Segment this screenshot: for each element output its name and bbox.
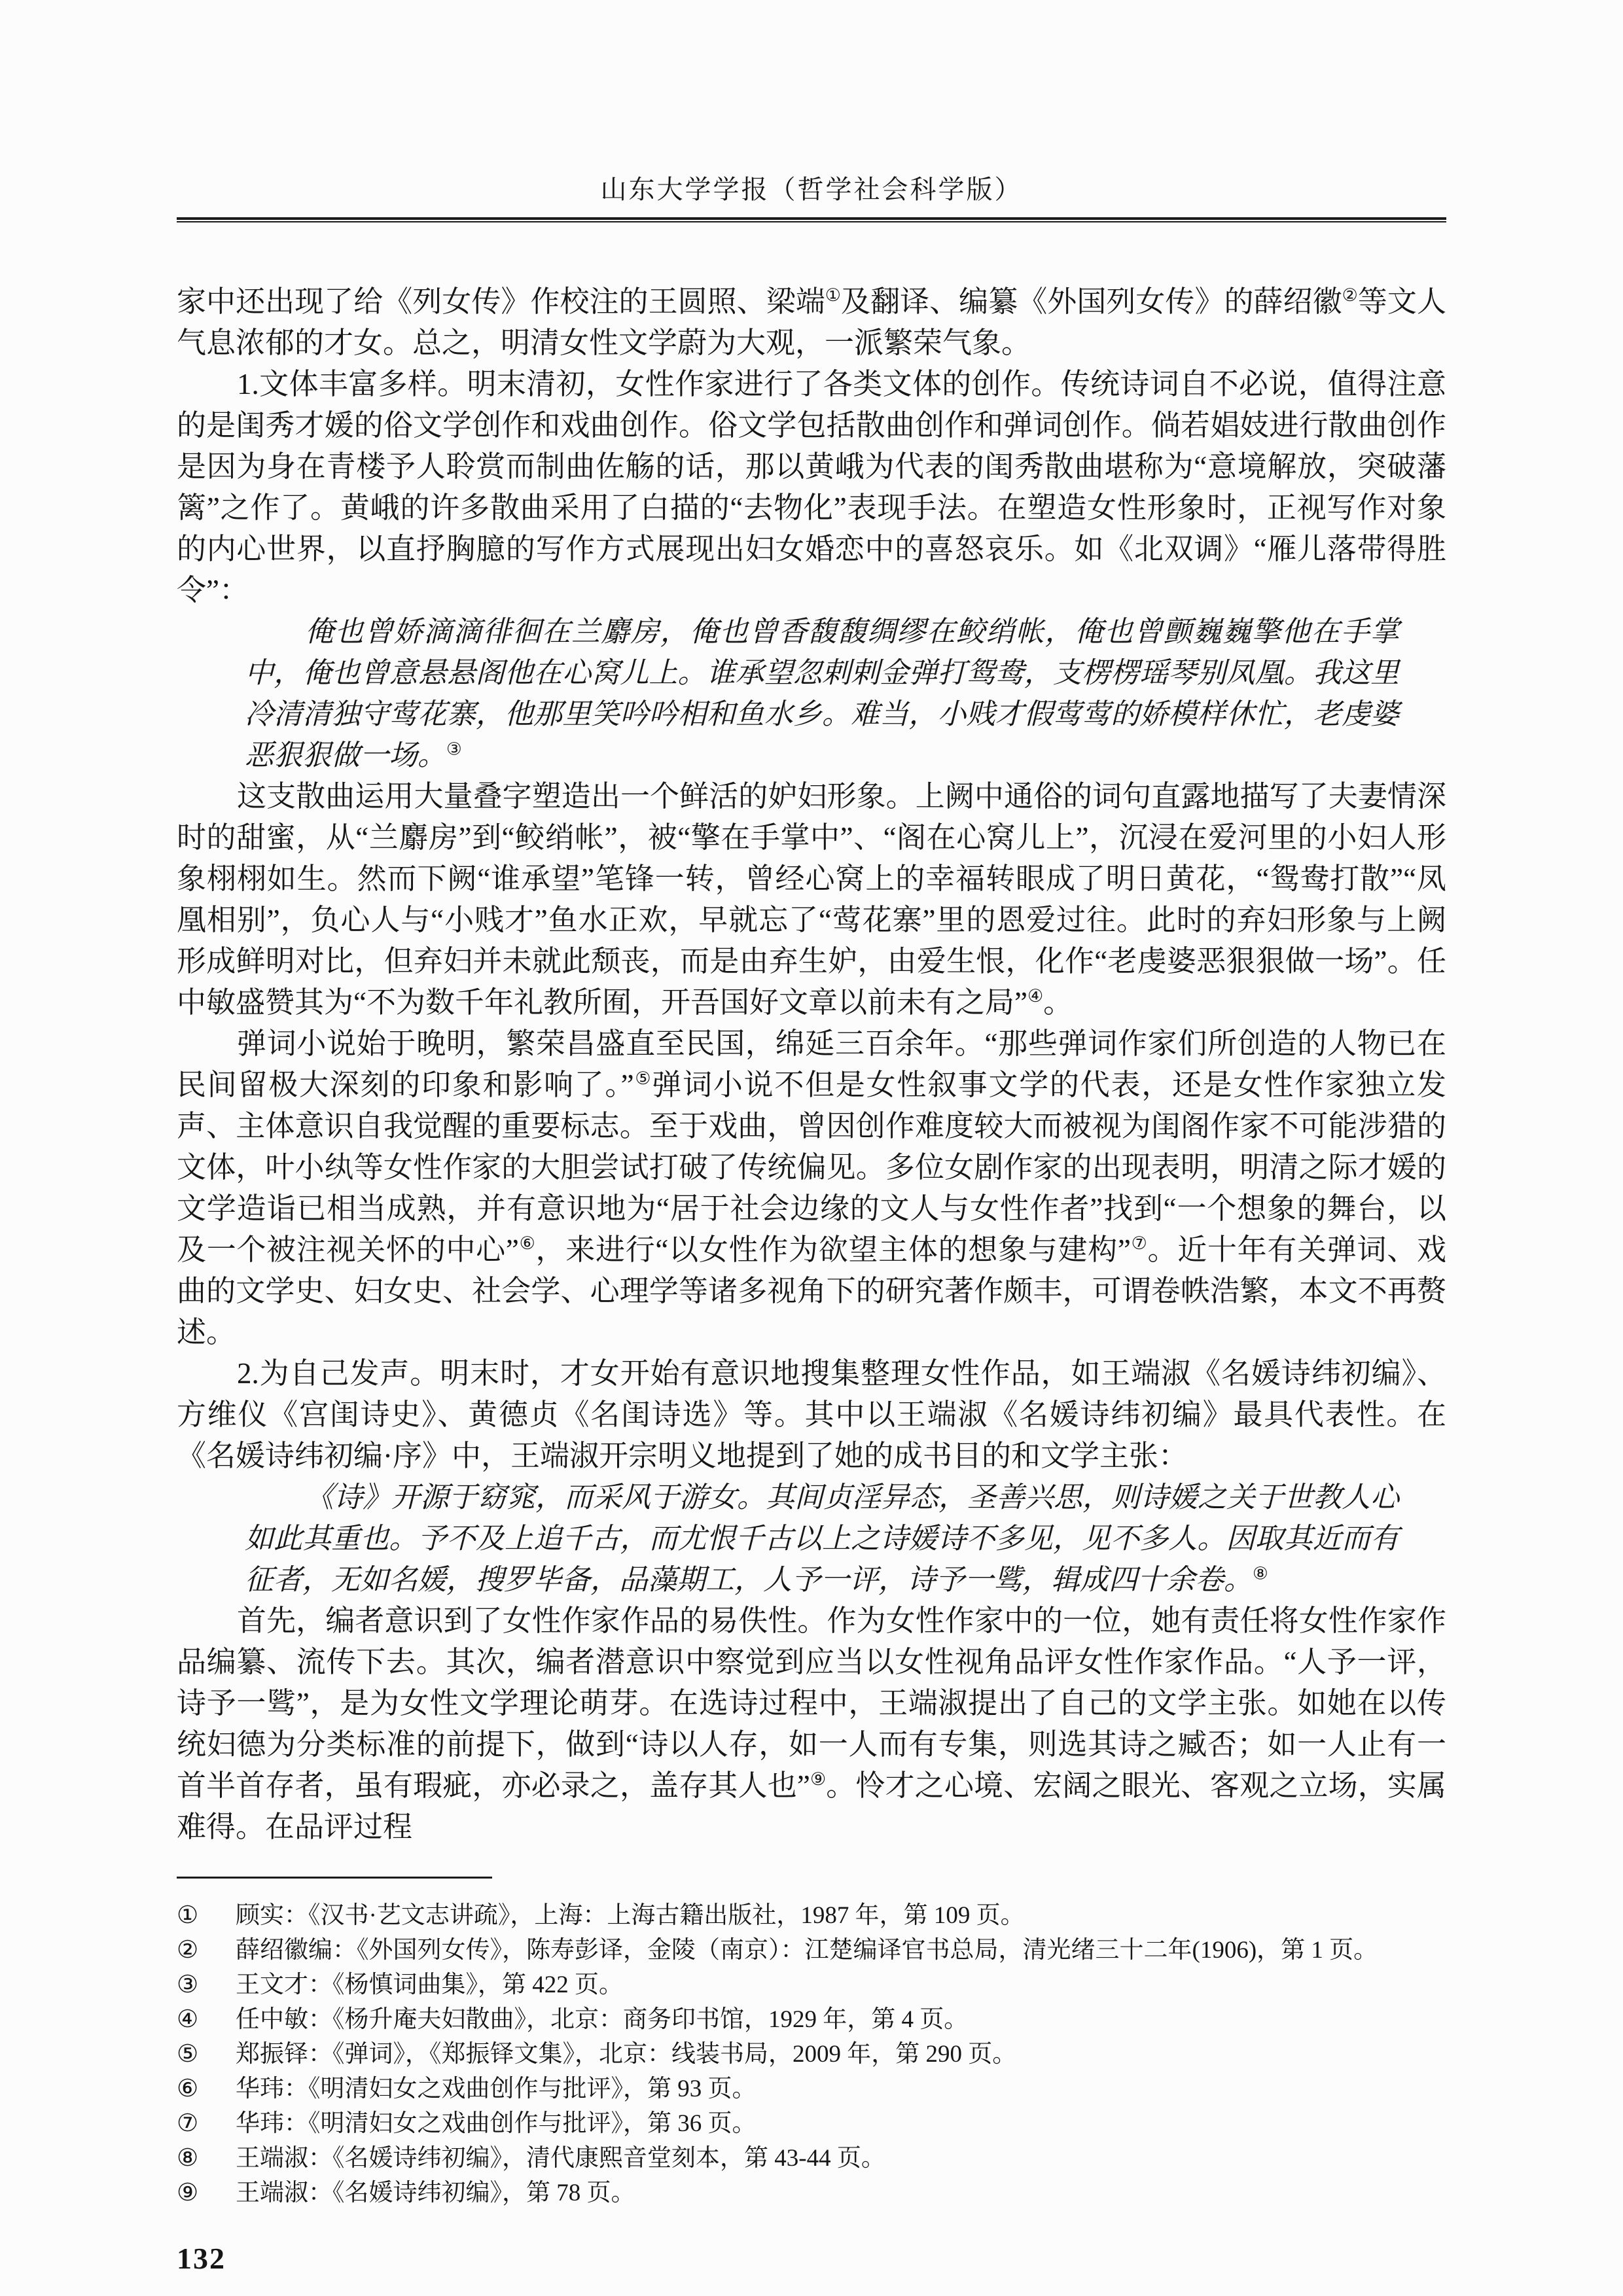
footnote-ref: ⑦ [1130,1233,1148,1253]
quote-paragraph: 《诗》开源于窈窕，而采风于游女。其间贞淫异态，圣善兴思，则诗媛之关于世教人心如此其重也。予不及上追千古，而尤恨千古以上之诗媛诗不多见，见不多人。因取其近而有征者，无如名媛，搜罗毕备，品藻期工，人予一评，诗予一骘，辑成四十余卷。⑧ [245,1481,1399,1597]
footnote-text: 华玮：《明清妇女之戏曲创作与批评》，第 36 页。 [236,2110,757,2137]
footnote-text: 郑振铎：《弹词》，《郑振铎文集》，北京：线装书局，2009 年，第 290 页。 [236,2041,1017,2068]
footnote-item [177,1901,1446,1931]
body-paragraph: 2.为自己发声。明末时，才女开始有意识地搜集整理女性作品，如王端淑《名媛诗纬初编》、方维仪《宫闺诗史》、黄德贞《名闺诗选》等。其中以王端淑《名媛诗纬初编》最具代表性。在《名媛诗纬初编·序》中，王端淑开宗明义地提到了她的成书目的和文学主张： [177,1357,1446,1472]
body-paragraph: 1.文体丰富多样。明末清初，女性作家进行了各类文体的创作。传统诗词自不必说，值得注意的是闺秀才媛的俗文学创作和戏曲创作。俗文学包括散曲创作和弹词创作。倘若娼妓进行散曲创作是因为身在青楼予人聆赏而制曲佐觞的话，那以黄峨为代表的闺秀散曲堪称为“意境解放，突破藩篱”之作了。黄峨的许多散曲采用了白描的“去物化”表现手法。在塑造女性形象时，正视写作对象的内心世界，以直抒胸臆的写作方式展现出妇女婚恋中的喜怒哀乐。如《北双调》“雁儿落带得胜令”： [177,368,1446,607]
body-paragraph: 这支散曲运用大量叠字塑造出一个鲜活的妒妇形象。上阙中通俗的词句直露地描写了夫妻情深时的甜蜜，从“兰麝房”到“鲛绡帐”，被“擎在手掌中”、“阁在心窝儿上”，沉浸在爱河里的小妇人形象栩栩如生。然而下阙“谁承望”笔锋一转，曾经心窝上的幸福转眼成了明日黄花，“鸳鸯打散”“凤凰相别”，负心人与“小贱才”鱼水正欢，早就忘了“莺花寨”里的恩爱过往。此时的弃妇形象与上阙形成鲜明对比，但弃妇并未就此颓丧，而是由弃生妒，由爱生恨，化作“老虔婆恶狠狠做一场”。任中敏盛赞其为“不为数千年礼教所囿，开吾国好文章以前未有之局”④。 [177,780,1446,1019]
journal-header-title: 山东大学学报（哲学社会科学版） [600,175,1023,204]
header-rule [177,217,1446,222]
footnote-text: 顾实：《汉书·艺文志讲疏》，上海：上海古籍出版社，1987 年，第 109 页。 [236,1902,1025,1929]
body-paragraph: 首先，编者意识到了女性作家作品的易佚性。作为女性作家中的一位，她有责任将女性作家作品编纂、流传下去。其次，编者潜意识中察觉到应当以女性视角品评女性作家作品。“人予一评，诗予一骘”，是为女性文学理论萌芽。在选诗过程中，王端淑提出了自己的文学主张。如她在以传统妇德为分类标准的前提下，做到“诗以人存，如一人而有专集，则选其诗之臧否；如一人止有一首半首存者，虽有瑕疵，亦必录之，盖存其人也”⑨。怜才之心境、宏阔之眼光、客观之立场，实属难得。在品评过程 [177,1604,1446,1843]
footnote-text: 王端淑：《名媛诗纬初编》，第 78 页。 [236,2180,635,2206]
footnote-text: 王端淑：《名媛诗纬初编》，清代康熙音堂刻本，第 43-44 页。 [236,2145,885,2172]
footnote-text: 华玮：《明清妇女之戏曲创作与批评》，第 93 页。 [236,2075,757,2102]
footnote-item [177,1935,1446,1966]
footnote-ref: ③ [446,739,462,760]
footnote-number: ① [177,1902,199,1929]
footnote-number: ③ [177,1971,199,1998]
footnote-number: ② [177,1937,199,1964]
footnote-item [177,2005,1446,2035]
footnote-text: 王文才：《杨慎词曲集》，第 422 页。 [236,1971,623,1998]
footnote-item [177,2074,1446,2104]
footnote-item [177,2144,1446,2174]
footnote-text: 薛绍徽编：《外国列女传》，陈寿彭译，金陵（南京）：江楚编译官书总局，清光绪三十二年(1906)，第 1 页。 [236,1937,1378,1964]
footnotes-section [177,1901,1446,2208]
footnote-item [177,2109,1446,2139]
footnote-item [177,1970,1446,2000]
footnote-ref: ① [825,285,842,305]
footnote-ref: ⑤ [633,1069,652,1088]
page-number: 132 [177,2242,226,2275]
footnote-number: ⑦ [177,2110,199,2137]
article-body [177,281,1446,1848]
footnote-ref: ⑨ [810,1769,827,1789]
footnote-ref: ⑥ [518,1233,536,1253]
footnote-number: ⑥ [177,2075,199,2102]
footnote-number: ⑨ [177,2180,199,2206]
footnote-separator [177,1877,492,1879]
footnote-ref: ⑧ [1253,1563,1268,1584]
quote-paragraph: 俺也曾娇滴滴徘徊在兰麝房，俺也曾香馥馥绸缪在鲛绡帐，俺也曾颤巍巍擎他在手掌中，俺也曾意悬悬阁他在心窝儿上。谁承望忽剌剌金弹打鸳鸯，支楞楞瑶琴别凤凰。我这里冷清清独守莺花寨，他那里笑吟吟相和鱼水乡。难当，小贱才假莺莺的娇模样休忙，老虔婆恶狠狠做一场。③ [245,615,1399,772]
footnote-item [177,2178,1446,2208]
footnote-item [177,2040,1446,2070]
body-paragraph: 弹词小说始于晚明，繁荣昌盛直至民国，绵延三百余年。“那些弹词作家们所创造的人物已在民间留极大深刻的印象和影响了。”⑤弹词小说不但是女性叙事文学的代表，还是女性作家独立发声、主体意识自我觉醒的重要标志。至于戏曲，曾因创作难度较大而被视为闺阁作家不可能涉猎的文体，叶小纨等女性作家的大胆尝试打破了传统偏见。多位女剧作家的出现表明，明清之际才媛的文学造诣已相当成熟，并有意识地为“居于社会边缘的文人与女性作者”找到“一个想象的舞台，以及一个被注视关怀的中心”⑥，来进行“以女性作为欲望主体的想象与建构”⑦。近十年有关弹词、戏曲的文学史、妇女史、社会学、心理学等诸多视角下的研究著作颇丰，可谓卷帙浩繁，本文不再赘述。 [177,1027,1446,1349]
body-paragraph: 家中还出现了给《列女传》作校注的王圆照、梁端①及翻译、编纂《外国列女传》的薛绍徽②等文人气息浓郁的才女。总之，明清女性文学蔚为大观，一派繁荣气象。 [177,285,1446,359]
footnote-number: ⑤ [177,2041,199,2068]
footnote-number: ④ [177,2006,199,2033]
footnote-ref: ④ [1027,986,1044,1006]
page-header [177,174,1446,222]
footnote-text: 任中敏：《杨升庵夫妇散曲》，北京：商务印书馆，1929 年，第 4 页。 [236,2006,969,2033]
footnote-ref: ② [1342,285,1358,305]
footnote-number: ⑧ [177,2145,199,2172]
